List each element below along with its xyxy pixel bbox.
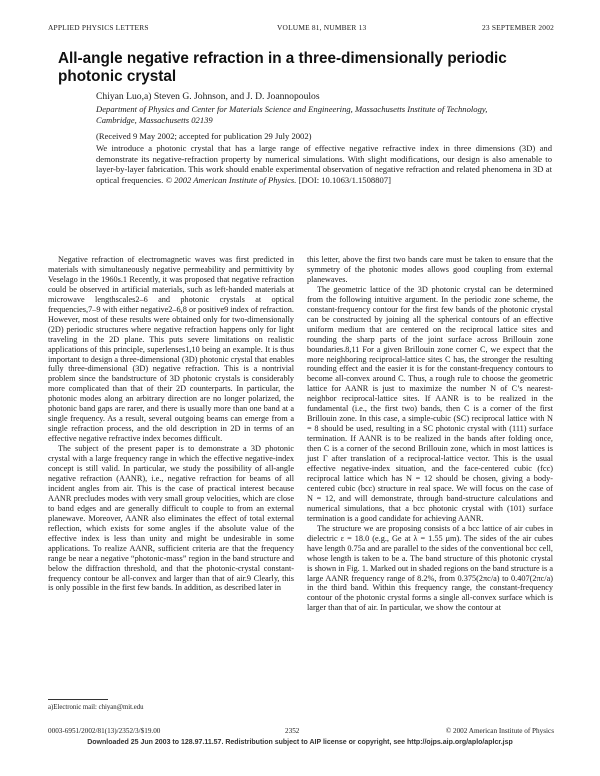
abstract-text: We introduce a photonic crystal that has a large range of effective negative refractive index in three dimensions (3D) and demonstrate its negative-refraction property by numerical simulations. With slight modifications, our design is also amenable to layer-by-layer fabrication. This work should enable experimental observation of negative refraction and related phenomena in 3D at optical frequencies. bbox=[96, 143, 552, 185]
abstract bbox=[96, 143, 552, 185]
footer-issn: 0003-6951/2002/81(13)/2352/3/$19.00 bbox=[48, 727, 161, 735]
download-notice: Downloaded 25 Jun 2003 to 128.97.11.57. Redistribution subject to AIP license or copyright, see http://ojps.aip.org/aplo/aplcr.jsp bbox=[87, 739, 513, 746]
footnote-divider bbox=[48, 699, 108, 700]
journal-name: APPLIED PHYSICS LETTERS bbox=[48, 23, 149, 32]
page-number: 2352 bbox=[285, 727, 300, 735]
affiliation: Department of Physics and Center for Materials Science and Engineering, Massachusetts Institute of Technology, Cambridge, Massachusetts 02139 bbox=[96, 104, 488, 125]
author-list: Chiyan Luo,a) Steven G. Johnson, and J. D. Joannopoulos bbox=[96, 91, 320, 102]
received-dates: (Received 9 May 2002; accepted for publication 29 July 2002) bbox=[96, 131, 312, 141]
paper-title: All-angle negative refraction in a three-dimensionally periodic photonic crystal bbox=[58, 50, 507, 85]
paragraph: The subject of the present paper is to demonstrate a 3D photonic crystal with a large frequency range in which the effective negative-index concept is still valid. In particular, we study the possibility of all-angle negative refraction (AANR), i.e., negative refraction for beams of all incident angles from air. This is the case of practical interest because AANR precludes modes with very small group velocities, which are close to band edges and are generally difficult to couple to from an external planewave. Moreover, AANR also eliminates the effect of total external reflection, which exists for some angles if the absolute value of the effective index is less than unity and might be undesirable in some applications. To realize AANR, sufficient criteria are that the frequency range be near a negative “photonic-mass” region in the band structure and below the diffraction threshold, and that the photonic-crystal constant-frequency contour be all-convex and larger than that of air.9 Clearly, this is only possible in the first few bands. In addition, as described later in bbox=[48, 444, 294, 593]
paragraph: The geometric lattice of the 3D photonic crystal can be determined from the following intuitive argument. In the periodic zone scheme, the constant-frequency contour for the first few bands of the photonic crystal can be constructed by joining all the spherical contours of an effective uniform medium that are centered on the reciprocal lattice sites and rounding the sharp parts of the joint surface across Brillouin zone boundaries.8,11 For a given Brillouin zone corner C, we expect that the more neighboring reciprocal-lattice sites C has, the stronger the resulting rounding effect and the easier it is for the constant-frequency contours to become all-convex around C. Thus, a rough rule to choose the geometric lattice for AANR is just to maximize the number N of C’s nearest-neighbor reciprocal-lattice sites. If AANR is to be realized in the fundamental (i.e., the first two) bands, then C is a corner of the first Brillouin zone. In this case, a simple-cubic (SC) reciprocal lattice with N = 8 should be used, resulting in a SC photonic crystal with (111) surface termination. If AANR is to be realized in the bands after folding once, then C is a corner of the second Brillouin zone, which in most lattices is just Γ after translation of a reciprocal-lattice vector. This is the usual effective negative-index situation, and the face-centered cubic (fcc) reciprocal lattice which has N = 12 should be chosen, giving a body-centered cubic (bcc) structure in real space. We will focus on the case of N = 12, and will demonstrate, through band-structure calculations and numerical simulations, that a bcc photonic crystal with (101) surface termination is a good candidate for achieving AANR. bbox=[307, 284, 553, 523]
paragraph: this letter, above the first two bands care must be taken to ensure that the symmetry of the photonic modes allows good coupling from external planewaves. bbox=[307, 255, 553, 284]
body-column-left bbox=[48, 255, 294, 593]
body-column-right bbox=[307, 255, 553, 613]
paragraph: Negative refraction of electromagnetic waves was first predicted in materials with simultaneously negative permeability and permittivity by Veselago in the 1960s.1 Recently, it was proposed that negative refraction could be observed in artificial materials, such as left-handed materials at microwave lengthscales2–6 and photonic crystals at optical frequencies,7–9 with either negative2–6,8 or positive9 index of refraction. However, most of these results were obtained only for two-dimensionally (2D) periodic structures where negative refraction happens only for light traveling in the 2D plane. This puts severe limitations on realistic applications of this principle, superlenses1,10 being an example. It is thus important to design a three-dimensional (3D) photonic crystal that enables fully three-dimensional (3D) negative refraction. This is a nontrivial problem since the bandstructure of 3D photonic crystals is considerably more complicated than that of their 2D counterparts. In particular, the photonic modes along an arbitrary direction are no longer polarized, the photonic band gaps are rarer, and there is usually more than one band at a single frequency. As a result, several outgoing beams can emerge from a single refraction process, and the old description in 2D in terms of an effective negative refractive index becomes difficult. bbox=[48, 255, 294, 444]
issue-date: 23 SEPTEMBER 2002 bbox=[482, 23, 554, 32]
abstract-doi[interactable]: [DOI: 10.1063/1.1508807] bbox=[298, 174, 391, 185]
paragraph: The structure we are proposing consists of a bcc lattice of air cubes in dielectric ε = 18.0 (e.g., Ge at λ = 1.55 μm). The sides of the air cubes have length 0.75a and are parallel to the sides of the conventional bcc cell, whose length is taken to be a. The band structure of this photonic crystal is shown in Fig. 1. Marked out in shaded regions on the band structure is a large AANR frequency range of 8.2%, from 0.375(2πc/a) to 0.407(2πc/a) in the third band. Within this frequency range, the constant-frequency contour of the photonic crystal forms a single all-convex surface which is larger than that of air. In particular, we show the contour at bbox=[307, 523, 553, 613]
footer-copyright: © 2002 American Institute of Physics bbox=[445, 727, 554, 735]
footnote-email: a)Electronic mail: chiyan@mit.edu bbox=[48, 704, 144, 711]
abstract-copyright: © 2002 American Institute of Physics. bbox=[165, 174, 297, 185]
volume-info: VOLUME 81, NUMBER 13 bbox=[277, 23, 367, 32]
